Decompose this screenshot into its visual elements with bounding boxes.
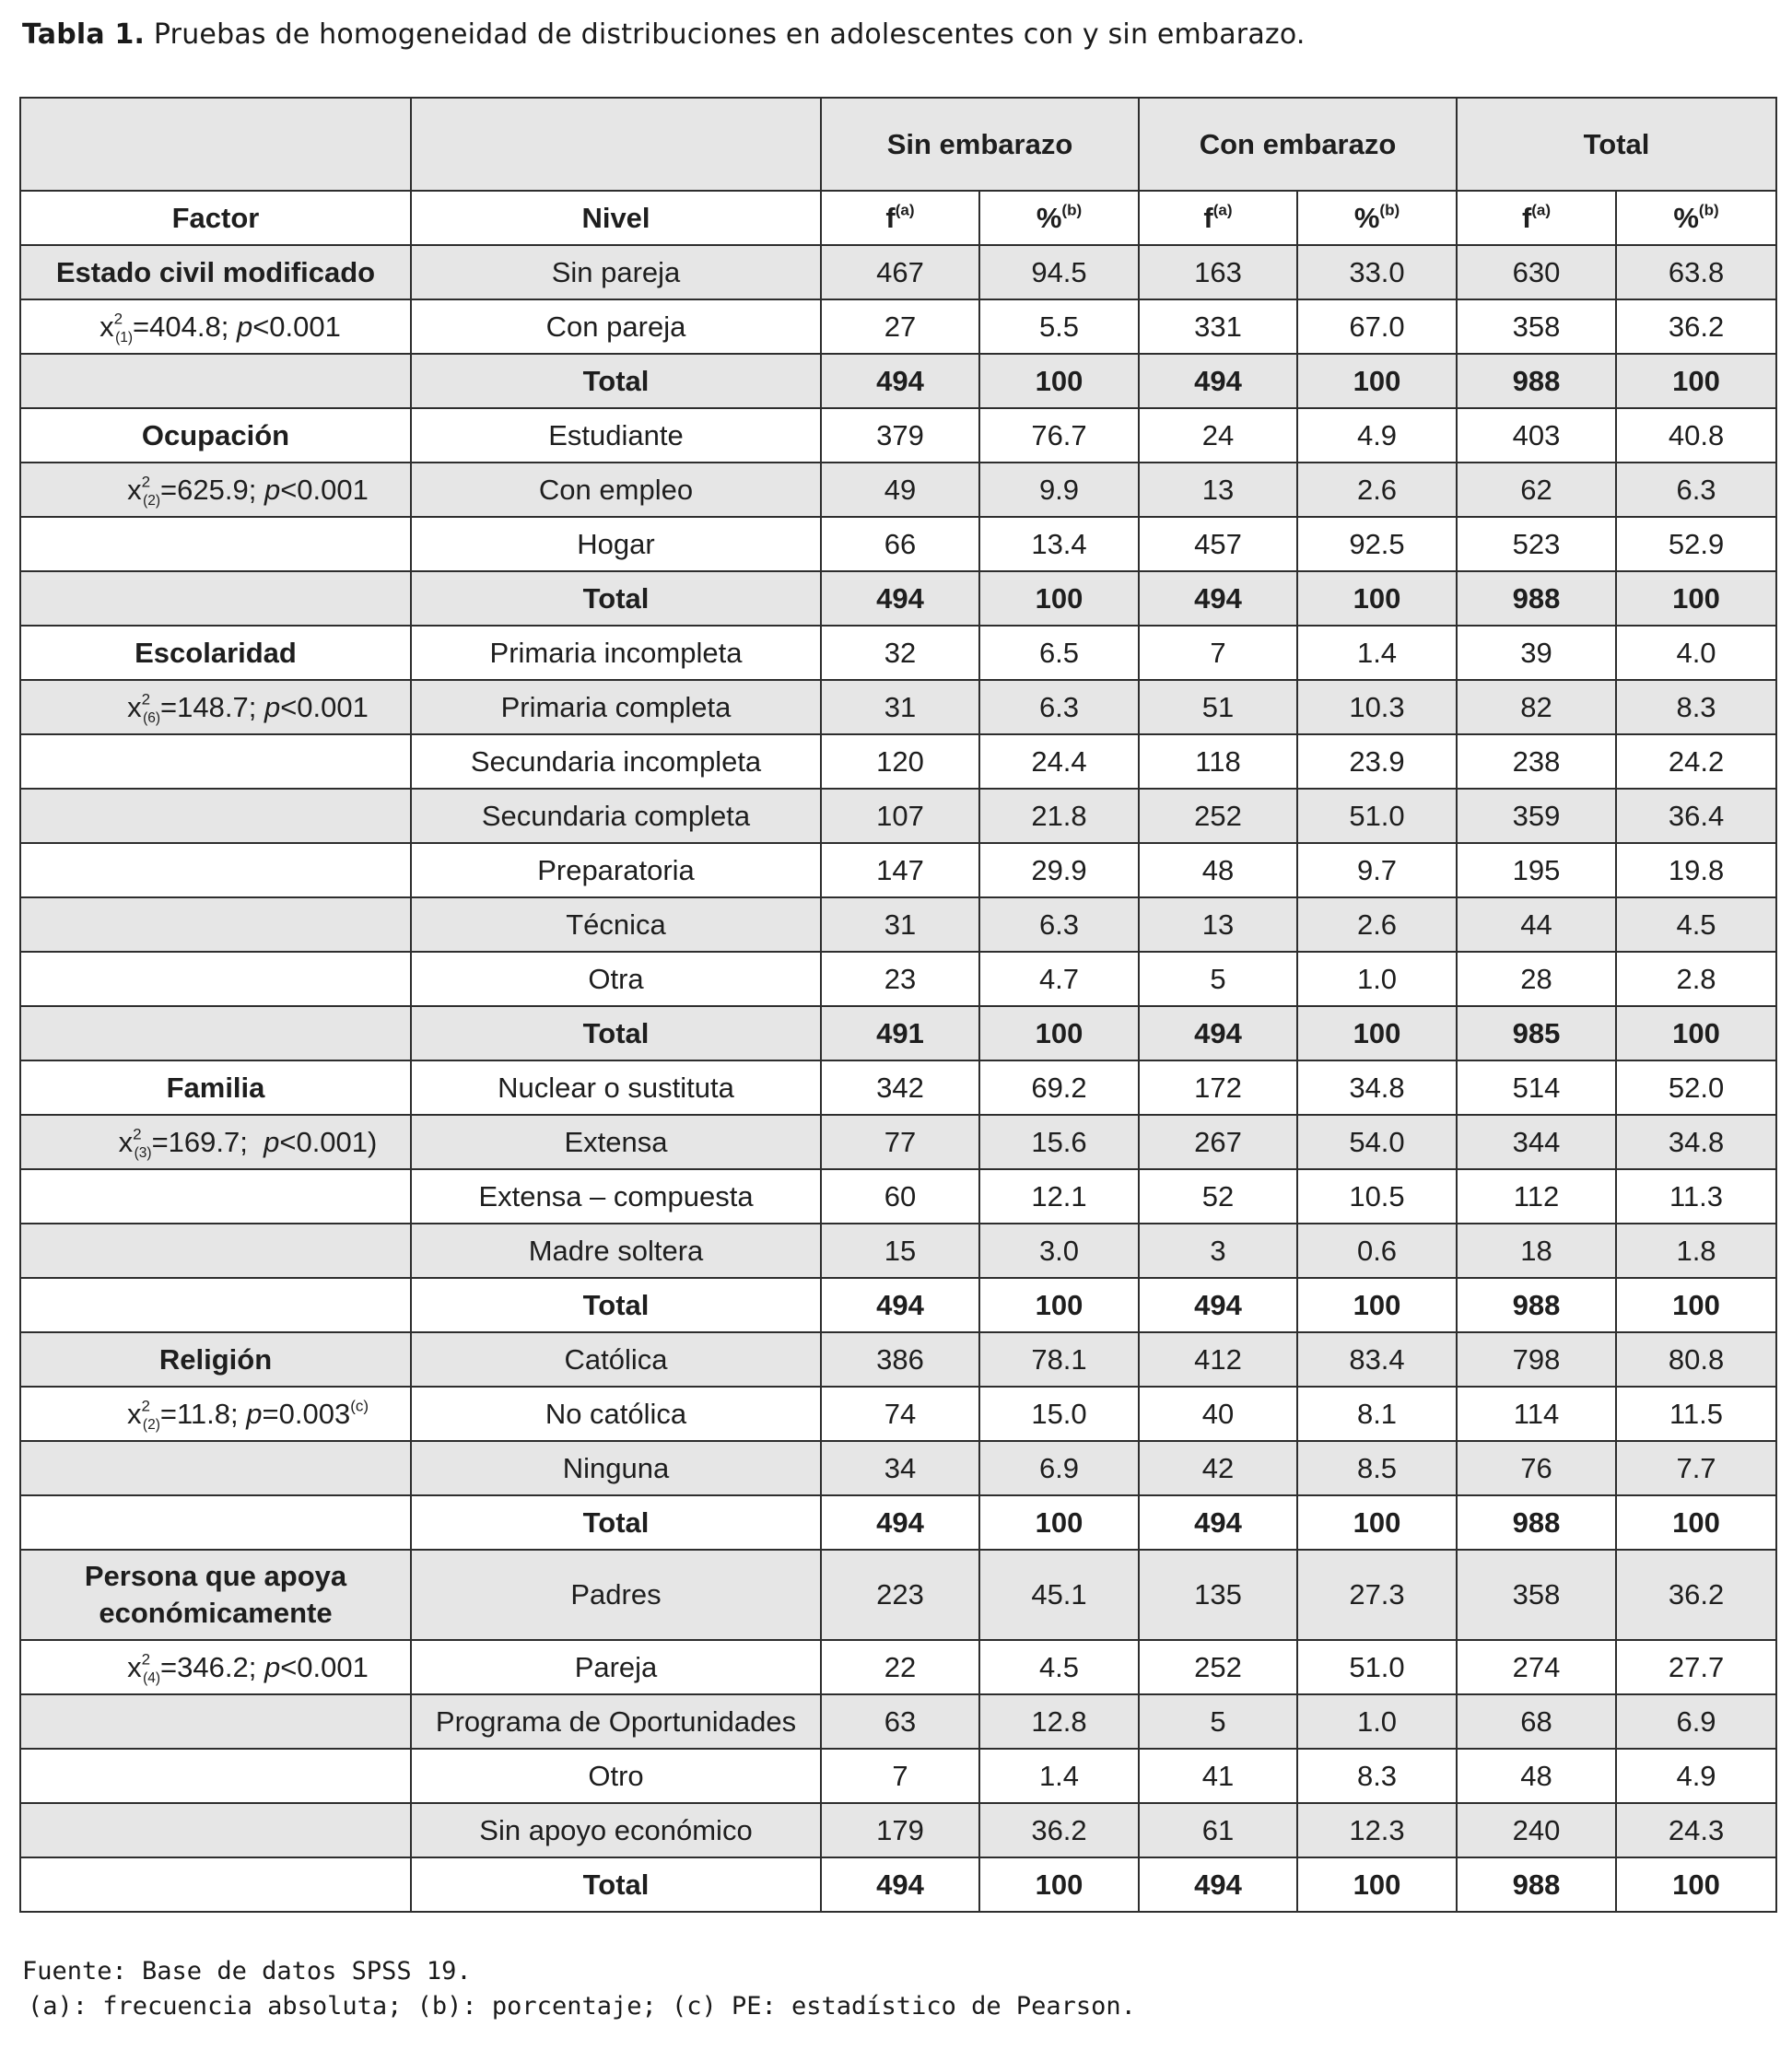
table-row	[20, 734, 1776, 789]
freq-cell: 491	[821, 1006, 979, 1060]
pct-cell: 12.1	[979, 1169, 1139, 1224]
pct-cell: 36.2	[1616, 1550, 1776, 1640]
freq-cell: 514	[1457, 1060, 1616, 1115]
freq-cell: 32	[821, 626, 979, 680]
factor-cell	[20, 354, 411, 408]
chi-square-stat: $x^2_{(6)}=148.7$; p<0.001	[20, 680, 411, 734]
factor-cell	[20, 1694, 411, 1749]
pct-cell: 54.0	[1297, 1115, 1457, 1169]
freq-cell: 494	[1139, 1278, 1297, 1332]
freq-cell: 988	[1457, 1857, 1616, 1912]
pct-cell: 1.4	[979, 1749, 1139, 1803]
pct-cell: 8.5	[1297, 1441, 1457, 1495]
freq-cell: 15	[821, 1224, 979, 1278]
factor-cell	[20, 789, 411, 843]
freq-cell: 988	[1457, 1278, 1616, 1332]
pct-cell: 4.5	[979, 1640, 1139, 1694]
pct-cell: 100	[1616, 1857, 1776, 1912]
factor-cell	[20, 734, 411, 789]
factor-cell	[20, 1803, 411, 1857]
nivel-cell: Otro	[411, 1749, 821, 1803]
nivel-cell: Primaria completa	[411, 680, 821, 734]
freq-cell: 988	[1457, 1495, 1616, 1550]
pct-cell: 52.0	[1616, 1060, 1776, 1115]
freq-cell: 49	[821, 463, 979, 517]
factor-cell	[20, 1857, 411, 1912]
pct-cell: 45.1	[979, 1550, 1139, 1640]
nivel-cell: Padres	[411, 1550, 821, 1640]
pct-cell: 11.3	[1616, 1169, 1776, 1224]
pct-cell: 100	[1616, 1006, 1776, 1060]
nivel-cell: Programa de Oportunidades	[411, 1694, 821, 1749]
freq-cell: 988	[1457, 354, 1616, 408]
freq-cell: 252	[1139, 1640, 1297, 1694]
pct-cell: 100	[979, 1857, 1139, 1912]
caption-label: Tabla 1.	[22, 18, 146, 51]
table-row	[20, 1060, 1776, 1115]
factor-cell	[20, 517, 411, 571]
pct-cell: 92.5	[1297, 517, 1457, 571]
freq-cell: 7	[1139, 626, 1297, 680]
pct-cell: 19.8	[1616, 843, 1776, 897]
table-row	[20, 1694, 1776, 1749]
pct-cell: 100	[1616, 571, 1776, 626]
freq-cell: 63	[821, 1694, 979, 1749]
pct-cell: 7.7	[1616, 1441, 1776, 1495]
nivel-cell: Extensa	[411, 1115, 821, 1169]
pct-cell: 21.8	[979, 789, 1139, 843]
freq-cell: 798	[1457, 1332, 1616, 1387]
pct-cell: 29.9	[979, 843, 1139, 897]
pct-cell: 1.4	[1297, 626, 1457, 680]
factor-cell: Escolaridad	[20, 626, 411, 680]
pct-cell: 100	[979, 1278, 1139, 1332]
pct-cell: 51.0	[1297, 1640, 1457, 1694]
freq-cell: 28	[1457, 952, 1616, 1006]
freq-cell: 62	[1457, 463, 1616, 517]
freq-cell: 274	[1457, 1640, 1616, 1694]
freq-cell: 34	[821, 1441, 979, 1495]
freq-cell: 31	[821, 897, 979, 952]
freq-cell: 82	[1457, 680, 1616, 734]
pct-cell: 33.0	[1297, 245, 1457, 299]
freq-cell: 238	[1457, 734, 1616, 789]
nivel-cell: Estudiante	[411, 408, 821, 463]
pct-cell: 36.4	[1616, 789, 1776, 843]
freq-cell: 31	[821, 680, 979, 734]
freq-cell: 379	[821, 408, 979, 463]
header-group-sin-embarazo: Sin embarazo	[821, 98, 1139, 191]
factor-cell	[20, 843, 411, 897]
freq-cell: 120	[821, 734, 979, 789]
nivel-cell: Nuclear o sustituta	[411, 1060, 821, 1115]
freq-cell: 494	[821, 354, 979, 408]
factor-cell: Ocupación	[20, 408, 411, 463]
table-row	[20, 952, 1776, 1006]
freq-cell: 240	[1457, 1803, 1616, 1857]
freq-cell: 77	[821, 1115, 979, 1169]
freq-cell: 42	[1139, 1441, 1297, 1495]
pct-cell: 0.6	[1297, 1224, 1457, 1278]
freq-cell: 523	[1457, 517, 1616, 571]
factor-cell	[20, 952, 411, 1006]
freq-cell: 61	[1139, 1803, 1297, 1857]
header-f: $f^{(a)}$	[1139, 191, 1297, 245]
freq-cell: 52	[1139, 1169, 1297, 1224]
pct-cell: 36.2	[1616, 299, 1776, 354]
chi-square-stat: $x^2_{(1)}=404.8$; p<0.001	[20, 299, 411, 354]
freq-cell: 40	[1139, 1387, 1297, 1441]
pct-cell: 6.3	[979, 680, 1139, 734]
pct-cell: 100	[1297, 1857, 1457, 1912]
nivel-cell: Primaria incompleta	[411, 626, 821, 680]
pct-cell: 10.3	[1297, 680, 1457, 734]
freq-cell: 147	[821, 843, 979, 897]
pct-cell: 11.5	[1616, 1387, 1776, 1441]
table-row	[20, 299, 1776, 354]
pct-cell: 6.5	[979, 626, 1139, 680]
pct-cell: 100	[979, 571, 1139, 626]
pct-cell: 24.4	[979, 734, 1139, 789]
pct-cell: 4.5	[1616, 897, 1776, 952]
header-f: $f^{(a)}$	[1457, 191, 1616, 245]
freq-cell: 386	[821, 1332, 979, 1387]
pct-cell: 8.3	[1616, 680, 1776, 734]
freq-cell: 494	[821, 1857, 979, 1912]
nivel-cell: Total	[411, 1857, 821, 1912]
freq-cell: 23	[821, 952, 979, 1006]
pct-cell: 4.9	[1297, 408, 1457, 463]
freq-cell: 48	[1457, 1749, 1616, 1803]
pct-cell: 34.8	[1297, 1060, 1457, 1115]
freq-cell: 331	[1139, 299, 1297, 354]
table-row	[20, 517, 1776, 571]
freq-cell: 5	[1139, 1694, 1297, 1749]
pct-cell: 24.3	[1616, 1803, 1776, 1857]
pct-cell: 8.1	[1297, 1387, 1457, 1441]
freq-cell: 7	[821, 1749, 979, 1803]
pct-cell: 100	[1616, 1495, 1776, 1550]
factor-cell: Persona que apoya económicamente	[20, 1550, 411, 1640]
freq-cell: 344	[1457, 1115, 1616, 1169]
pct-cell: 15.6	[979, 1115, 1139, 1169]
freq-cell: 494	[1139, 354, 1297, 408]
pct-cell: 52.9	[1616, 517, 1776, 571]
pct-cell: 2.6	[1297, 463, 1457, 517]
pct-cell: 100	[1616, 1278, 1776, 1332]
factor-cell	[20, 1006, 411, 1060]
freq-cell: 13	[1139, 463, 1297, 517]
freq-cell: 179	[821, 1803, 979, 1857]
pct-cell: 12.8	[979, 1694, 1139, 1749]
pct-cell: 13.4	[979, 517, 1139, 571]
pct-cell: 4.0	[1616, 626, 1776, 680]
freq-cell: 403	[1457, 408, 1616, 463]
pct-cell: 12.3	[1297, 1803, 1457, 1857]
pct-cell: 1.0	[1297, 952, 1457, 1006]
factor-cell	[20, 897, 411, 952]
pct-cell: 2.8	[1616, 952, 1776, 1006]
pct-cell: 100	[1297, 1278, 1457, 1332]
header-row-columns	[20, 191, 1776, 245]
pct-cell: 34.8	[1616, 1115, 1776, 1169]
freq-cell: 27	[821, 299, 979, 354]
freq-cell: 630	[1457, 245, 1616, 299]
table-row	[20, 680, 1776, 734]
nivel-cell: Técnica	[411, 897, 821, 952]
freq-cell: 358	[1457, 1550, 1616, 1640]
nivel-cell: Total	[411, 1278, 821, 1332]
pct-cell: 83.4	[1297, 1332, 1457, 1387]
nivel-cell: Católica	[411, 1332, 821, 1387]
header-pct: %$^{(b)}$	[979, 191, 1139, 245]
table-total-row	[20, 1006, 1776, 1060]
table-row	[20, 626, 1776, 680]
pct-cell: 15.0	[979, 1387, 1139, 1441]
factor-cell	[20, 571, 411, 626]
pct-cell: 1.8	[1616, 1224, 1776, 1278]
pct-cell: 100	[1297, 1006, 1457, 1060]
header-row-groups	[20, 98, 1776, 191]
table-total-row	[20, 1857, 1776, 1912]
nivel-cell: Preparatoria	[411, 843, 821, 897]
freq-cell: 66	[821, 517, 979, 571]
pct-cell: 100	[979, 354, 1139, 408]
table-row	[20, 1749, 1776, 1803]
nivel-cell: Con empleo	[411, 463, 821, 517]
freq-cell: 68	[1457, 1694, 1616, 1749]
table-row	[20, 1115, 1776, 1169]
freq-cell: 267	[1139, 1115, 1297, 1169]
nivel-cell: Total	[411, 1006, 821, 1060]
freq-cell: 359	[1457, 789, 1616, 843]
header-group-total: Total	[1457, 98, 1776, 191]
pct-cell: 8.3	[1297, 1749, 1457, 1803]
freq-cell: 39	[1457, 626, 1616, 680]
pct-cell: 69.2	[979, 1060, 1139, 1115]
nivel-cell: Madre soltera	[411, 1224, 821, 1278]
pct-cell: 5.5	[979, 299, 1139, 354]
table-caption	[22, 18, 1306, 51]
table-total-row	[20, 1278, 1776, 1332]
freq-cell: 494	[1139, 571, 1297, 626]
pct-cell: 4.7	[979, 952, 1139, 1006]
pct-cell: 9.9	[979, 463, 1139, 517]
header-pct: %$^{(b)}$	[1297, 191, 1457, 245]
freq-cell: 22	[821, 1640, 979, 1694]
factor-cell	[20, 1495, 411, 1550]
freq-cell: 76	[1457, 1441, 1616, 1495]
factor-cell	[20, 1169, 411, 1224]
table-row	[20, 1224, 1776, 1278]
pct-cell: 80.8	[1616, 1332, 1776, 1387]
freq-cell: 195	[1457, 843, 1616, 897]
table-row	[20, 1640, 1776, 1694]
pct-cell: 36.2	[979, 1803, 1139, 1857]
pct-cell: 6.9	[1616, 1694, 1776, 1749]
factor-cell	[20, 1441, 411, 1495]
freq-cell: 412	[1139, 1332, 1297, 1387]
pct-cell: 67.0	[1297, 299, 1457, 354]
freq-cell: 494	[821, 571, 979, 626]
freq-cell: 48	[1139, 843, 1297, 897]
nivel-cell: Sin apoyo económico	[411, 1803, 821, 1857]
table-row	[20, 1441, 1776, 1495]
table-row	[20, 1332, 1776, 1387]
chi-square-stat: $x^2_{(4)}=346.2$; p<0.001	[20, 1640, 411, 1694]
pct-cell: 100	[979, 1495, 1139, 1550]
freq-cell: 135	[1139, 1550, 1297, 1640]
freq-cell: 3	[1139, 1224, 1297, 1278]
nivel-cell: Secundaria incompleta	[411, 734, 821, 789]
pct-cell: 23.9	[1297, 734, 1457, 789]
pct-cell: 94.5	[979, 245, 1139, 299]
freq-cell: 494	[821, 1495, 979, 1550]
freq-cell: 494	[1139, 1006, 1297, 1060]
pct-cell: 1.0	[1297, 1694, 1457, 1749]
freq-cell: 494	[1139, 1495, 1297, 1550]
freq-cell: 112	[1457, 1169, 1616, 1224]
table-row	[20, 843, 1776, 897]
pct-cell: 6.3	[1616, 463, 1776, 517]
pct-cell: 100	[1297, 1495, 1457, 1550]
pct-cell: 100	[1297, 354, 1457, 408]
freq-cell: 172	[1139, 1060, 1297, 1115]
nivel-cell: Total	[411, 571, 821, 626]
table-row	[20, 897, 1776, 952]
nivel-cell: Secundaria completa	[411, 789, 821, 843]
header-f: $f^{(a)}$	[821, 191, 979, 245]
freq-cell: 252	[1139, 789, 1297, 843]
nivel-cell: Pareja	[411, 1640, 821, 1694]
header-nivel: Nivel	[411, 191, 821, 245]
nivel-cell: Total	[411, 1495, 821, 1550]
nivel-cell: Extensa – compuesta	[411, 1169, 821, 1224]
freq-cell: 223	[821, 1550, 979, 1640]
pct-cell: 9.7	[1297, 843, 1457, 897]
freq-cell: 13	[1139, 897, 1297, 952]
pct-cell: 63.8	[1616, 245, 1776, 299]
nivel-cell: Sin pareja	[411, 245, 821, 299]
nivel-cell: Total	[411, 354, 821, 408]
table-row	[20, 1803, 1776, 1857]
table-row	[20, 408, 1776, 463]
table-row	[20, 463, 1776, 517]
freq-cell: 988	[1457, 571, 1616, 626]
freq-cell: 494	[821, 1278, 979, 1332]
factor-cell: Estado civil modificado	[20, 245, 411, 299]
pct-cell: 10.5	[1297, 1169, 1457, 1224]
freq-cell: 457	[1139, 517, 1297, 571]
table-row	[20, 245, 1776, 299]
table-row	[20, 789, 1776, 843]
freq-cell: 358	[1457, 299, 1616, 354]
table-total-row	[20, 1495, 1776, 1550]
pct-cell: 100	[1297, 571, 1457, 626]
freq-cell: 24	[1139, 408, 1297, 463]
freq-cell: 74	[821, 1387, 979, 1441]
freq-cell: 467	[821, 245, 979, 299]
nivel-cell: Con pareja	[411, 299, 821, 354]
pct-cell: 6.9	[979, 1441, 1139, 1495]
pct-cell: 78.1	[979, 1332, 1139, 1387]
freq-cell: 107	[821, 789, 979, 843]
pct-cell: 76.7	[979, 408, 1139, 463]
table-total-row	[20, 571, 1776, 626]
freq-cell: 44	[1457, 897, 1616, 952]
caption-text: Pruebas de homogeneidad de distribuciones en adolescentes con y sin embarazo.	[153, 18, 1306, 51]
pct-cell: 27.3	[1297, 1550, 1457, 1640]
factor-cell	[20, 1749, 411, 1803]
header-empty	[20, 98, 411, 191]
header-empty	[411, 98, 821, 191]
header-group-con-embarazo: Con embarazo	[1139, 98, 1457, 191]
pct-cell: 51.0	[1297, 789, 1457, 843]
pct-cell: 100	[979, 1006, 1139, 1060]
factor-cell: Religión	[20, 1332, 411, 1387]
freq-cell: 51	[1139, 680, 1297, 734]
table-row	[20, 1387, 1776, 1441]
freq-cell: 985	[1457, 1006, 1616, 1060]
table-row	[20, 1550, 1776, 1640]
freq-cell: 60	[821, 1169, 979, 1224]
chi-square-stat: $x^2_{(2)}=11.8$; $p=0.003^{(c)}$	[20, 1387, 411, 1441]
pct-cell: 2.6	[1297, 897, 1457, 952]
factor-cell	[20, 1224, 411, 1278]
freq-cell: 5	[1139, 952, 1297, 1006]
pct-cell: 27.7	[1616, 1640, 1776, 1694]
pct-cell: 100	[1616, 354, 1776, 408]
nivel-cell: Otra	[411, 952, 821, 1006]
pct-cell: 3.0	[979, 1224, 1139, 1278]
nivel-cell: Ninguna	[411, 1441, 821, 1495]
freq-cell: 163	[1139, 245, 1297, 299]
chi-square-stat: $x^2_{(2)}=625.9$; p<0.001	[20, 463, 411, 517]
pct-cell: 6.3	[979, 897, 1139, 952]
factor-cell	[20, 1278, 411, 1332]
freq-cell: 18	[1457, 1224, 1616, 1278]
table-total-row	[20, 354, 1776, 408]
freq-cell: 114	[1457, 1387, 1616, 1441]
table-footnotes	[22, 1954, 1136, 2024]
pct-cell: 24.2	[1616, 734, 1776, 789]
chi-square-stat: $x^2_{(3)}=169.7$; p<0.001)	[20, 1115, 411, 1169]
header-pct: %$^{(b)}$	[1616, 191, 1776, 245]
header-factor: Factor	[20, 191, 411, 245]
footnote-legend: (a): frecuencia absoluta; (b): porcentaje; (c) PE: estadístico de Pearson.	[28, 1992, 1136, 2021]
freq-cell: 494	[1139, 1857, 1297, 1912]
table-row	[20, 1169, 1776, 1224]
freq-cell: 41	[1139, 1749, 1297, 1803]
footnote-source: Fuente: Base de datos SPSS 19.	[22, 1957, 472, 1986]
nivel-cell: No católica	[411, 1387, 821, 1441]
data-table	[19, 97, 1777, 1913]
factor-cell: Familia	[20, 1060, 411, 1115]
freq-cell: 342	[821, 1060, 979, 1115]
pct-cell: 4.9	[1616, 1749, 1776, 1803]
freq-cell: 118	[1139, 734, 1297, 789]
nivel-cell: Hogar	[411, 517, 821, 571]
pct-cell: 40.8	[1616, 408, 1776, 463]
